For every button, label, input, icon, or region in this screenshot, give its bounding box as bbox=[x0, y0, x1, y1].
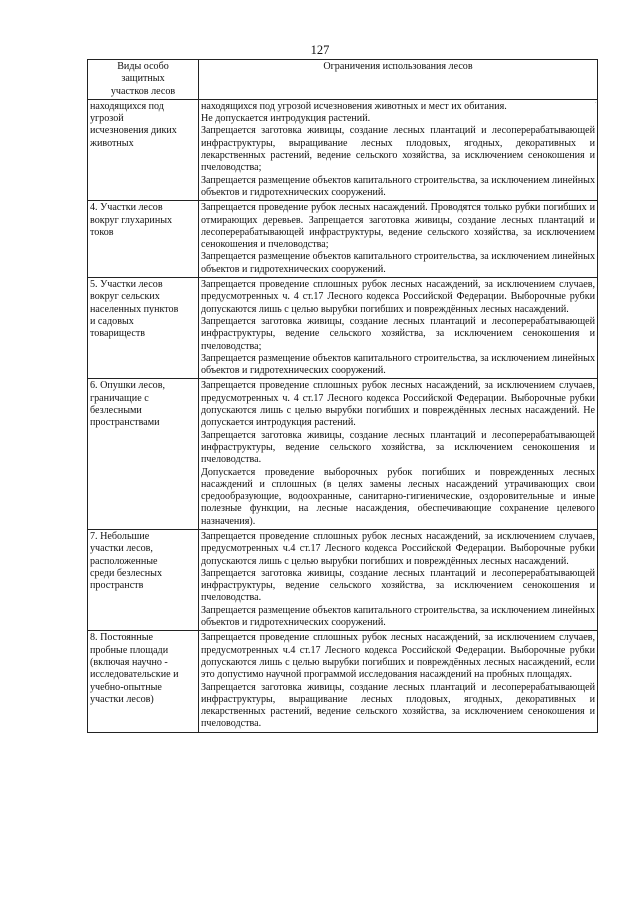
restrictions-cell bbox=[199, 529, 598, 630]
restriction-paragraph: Допускается проведение выборочных рубок погибших и поврежденных лесных насаждений и сплошных (в целях замены лесных насаждений утрачивающих свои средообразующие, водоохранные, санитарно-гигиенические, оздоровительные и иные полезные функции, на лесные насаждения, обеспечивающие сохранение целевого назначения). bbox=[201, 466, 595, 527]
table-body bbox=[88, 99, 598, 732]
table-row bbox=[88, 278, 598, 379]
forest-area-type-line: и садовых bbox=[90, 315, 134, 327]
forest-area-type-line: учебно-опытные bbox=[90, 681, 162, 693]
table-row bbox=[88, 529, 598, 630]
scan-mark: . bbox=[595, 99, 597, 105]
forest-area-type-line: безлесными bbox=[90, 405, 142, 417]
forest-area-type-cell bbox=[88, 631, 199, 732]
forest-area-type-line: исчезновения диких bbox=[90, 125, 177, 137]
restrictions-cell bbox=[199, 278, 598, 379]
forest-area-type-line: расположенные bbox=[90, 555, 158, 567]
forest-restrictions-table bbox=[87, 59, 598, 733]
restriction-paragraph: находящихся под угрозой исчезновения животных и мест их обитания. bbox=[201, 100, 507, 112]
forest-area-type-line: вокруг глухариных bbox=[90, 214, 173, 226]
forest-area-type-line: пространствами bbox=[90, 417, 160, 429]
table-row bbox=[88, 99, 598, 200]
restriction-paragraph: Запрещается размещение объектов капитального строительства, за исключением линейных объектов и гидротехнических сооружений. bbox=[201, 251, 595, 275]
forest-area-type-line: вокруг сельских bbox=[90, 291, 160, 303]
restriction-paragraph: Запрещается заготовка живицы, создание лесных плантаций и лесоперерабатывающей инфраструктуры, ведение сельского хозяйства, за исключением сенокошения и пчеловодства; bbox=[201, 315, 595, 352]
table-row bbox=[88, 379, 598, 530]
forest-area-type-line: товариществ bbox=[90, 328, 146, 340]
restriction-paragraph: Запрещается размещение объектов капитального строительства, за исключением линейных объектов и гидротехнических сооружений. bbox=[201, 352, 595, 377]
table-row bbox=[88, 631, 598, 732]
table-row bbox=[88, 201, 598, 278]
header-forest-area-types bbox=[88, 60, 199, 100]
restrictions-cell bbox=[199, 201, 598, 278]
restriction-paragraph: Запрещается заготовка живицы, создание лесных плантаций и лесоперерабатывающей инфраструктуры, выращивание лесных плодовых, ягодных, декоративных и лекарственных растений, ведение сельского хозяйства, за исключением сенокошения и пчеловодства; bbox=[201, 125, 595, 174]
forest-area-type-line: граничащие с bbox=[90, 392, 149, 404]
forest-area-type-line: находящихся под bbox=[90, 100, 164, 112]
forest-area-type-cell bbox=[88, 379, 199, 530]
restriction-paragraph: Запрещается проведение рубок лесных насаждений. Проводятся только рубки погибших и отмирающих деревьев. Запрещается заготовка живицы, создание лесных плантаций и лесоперерабатывающей инфраструктуры, ведение сельского хозяйства, за исключением сенокошения и пчеловодства; bbox=[201, 202, 595, 251]
header-col1-line: участков лесов bbox=[110, 85, 176, 97]
restriction-paragraph: Запрещается проведение сплошных рубок лесных насаждений, за исключением случаев, предусмотренных ч.4 ст.17 Лесного кодекса Российской Федерации. Выборочные рубки допускаются лишь с целью вырубки погибших и повреждённых лесных насаждений. bbox=[201, 530, 595, 567]
restrictions-cell bbox=[199, 631, 598, 732]
forest-area-type-line: пространств bbox=[90, 580, 144, 592]
header-col1-line: защитных bbox=[121, 73, 165, 85]
forest-area-type-line: участки лесов) bbox=[90, 693, 154, 705]
forest-area-type-line: токов bbox=[90, 226, 114, 238]
forest-area-type-cell bbox=[88, 99, 199, 200]
forest-area-type-line: животных bbox=[90, 137, 134, 149]
forest-area-type-line: (включая научно - bbox=[90, 656, 168, 668]
restriction-paragraph: Запрещается проведение сплошных рубок лесных насаждений, за исключением случаев, предусмотренных ч.4 ст.17 Лесного кодекса Российской Федерации. Выборочные рубки допускаются лишь с целью вырубки погибших и повреждённых лесных насаждений, если это допустимо научной программой исследования насаждений на пробных площадях. bbox=[201, 632, 595, 681]
header-forest-use-restrictions: Ограничения использования лесов bbox=[199, 60, 598, 100]
forest-area-type-cell bbox=[88, 529, 199, 630]
restriction-paragraph: Запрещается заготовка живицы, создание лесных плантаций и лесоперерабатывающей инфраструктуры, выращивание лесных плодовых, ягодных, декоративных и лекарственных растений, ведение сельского хозяйства, за исключением сенокошения и пчеловодства. bbox=[201, 681, 595, 730]
forest-area-type-line: участки лесов, bbox=[90, 543, 153, 555]
page-number: 127 bbox=[310, 43, 330, 57]
restriction-paragraph: Запрещается заготовка живицы, создание лесных плантаций и лесоперерабатывающей инфраструктуры, ведение сельского хозяйства, за исключением сенокошения и пчеловодства. bbox=[201, 567, 595, 604]
forest-area-type-line: 4. Участки лесов bbox=[90, 202, 163, 214]
restriction-paragraph: Запрещается размещение объектов капитального строительства, за исключением линейных объектов и гидротехнических сооружений. bbox=[201, 174, 595, 198]
header-col1-line: Виды особо bbox=[117, 61, 169, 72]
forest-area-type-line: среди безлесных bbox=[90, 567, 163, 579]
restriction-paragraph: Не допускается интродукция растений. bbox=[201, 113, 371, 125]
forest-area-type-line: 7. Небольшие bbox=[90, 530, 150, 542]
restriction-paragraph: Запрещается заготовка живицы, создание лесных плантаций и лесоперерабатывающей инфраструктуры, ведение сельского хозяйства, за исключением сенокошения и пчеловодства. bbox=[201, 429, 595, 466]
forest-area-type-line: угрозой bbox=[90, 113, 124, 125]
forest-area-type-cell bbox=[88, 278, 199, 379]
forest-area-type-line: 8. Постоянные bbox=[90, 632, 154, 644]
forest-area-type-cell bbox=[88, 201, 199, 278]
restriction-paragraph: Запрещается проведение сплошных рубок лесных насаждений, за исключением случаев, предусмотренных ч. 4 ст.17 Лесного кодекса Российской Федерации. Выборочные рубки допускаются лишь с целью вырубки погибших и повреждённых лесных насаждений. Не допускается интродукция растений. bbox=[201, 380, 595, 429]
forest-area-type-line: 6. Опушки лесов, bbox=[90, 380, 166, 392]
forest-area-type-line: пробные площади bbox=[90, 644, 169, 656]
forest-area-type-line: 5. Участки лесов bbox=[90, 279, 163, 291]
forest-area-type-line: исследовательские и bbox=[90, 669, 179, 681]
restrictions-cell bbox=[199, 99, 598, 200]
forest-area-type-line: населенных пунктов bbox=[90, 303, 179, 315]
restriction-paragraph: Запрещается проведение сплошных рубок лесных насаждений, за исключением случаев, предусмотренных ч. 4 ст.17 Лесного кодекса Российской Федерации. Выборочные рубки допускаются лишь с целью вырубки погибших и повреждённых лесных насаждений. bbox=[201, 279, 595, 315]
table-header-row bbox=[88, 60, 598, 100]
restrictions-cell bbox=[199, 379, 598, 530]
restriction-paragraph: Запрещается размещение объектов капитального строительства, за исключением линейных объектов и гидротехнических сооружений. bbox=[201, 604, 595, 629]
